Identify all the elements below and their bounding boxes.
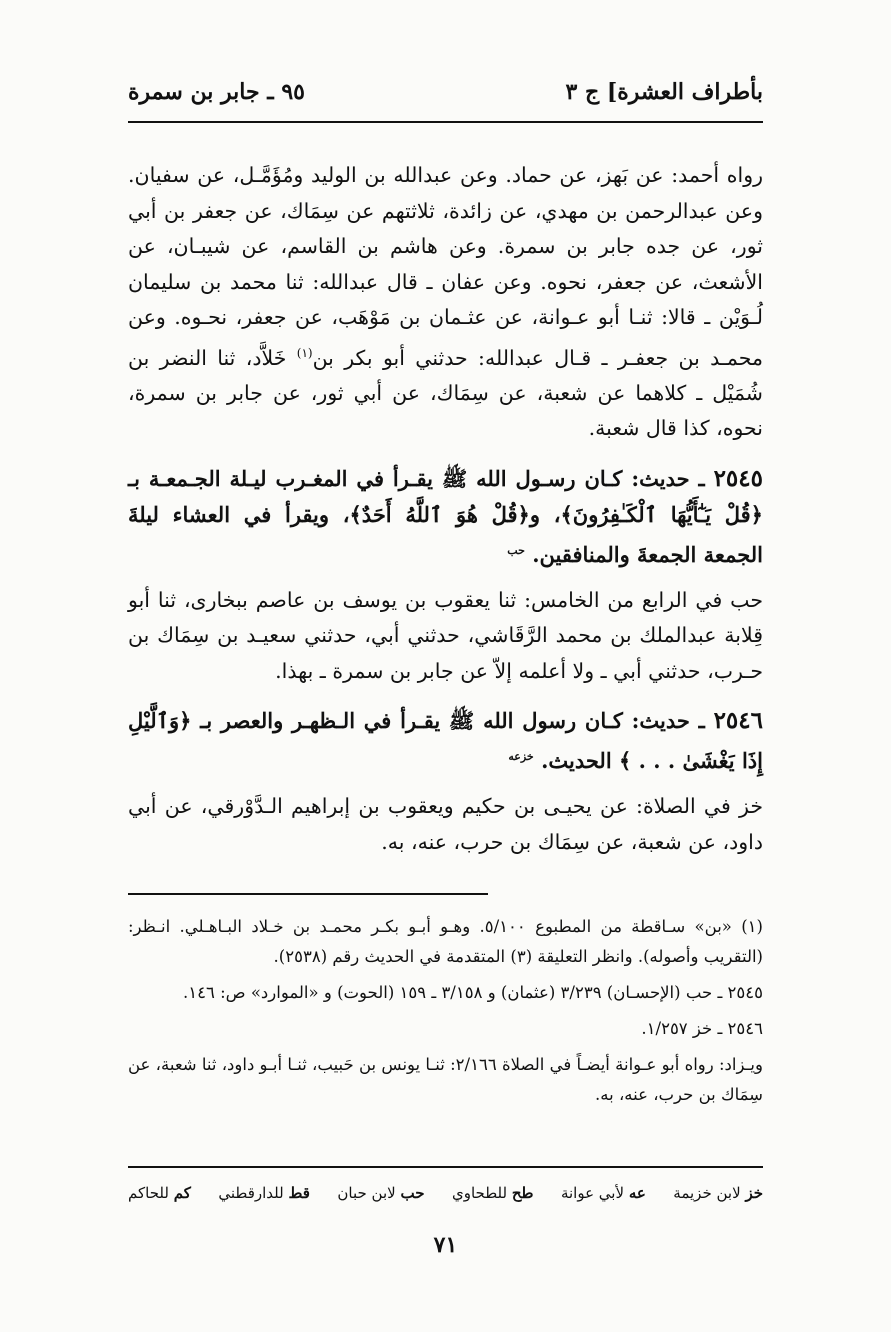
footnote-2545: ٢٥٤٥ ـ حب (الإحسـان) ٣/٢٣٩ (عثمان) و ٣/١٥٨ ـ ١٥٩ (الحوت) و «الموارد» ص: ١٤٦.	[183, 983, 763, 1002]
abbr-item: طح للطحاوي	[451, 1184, 534, 1202]
footnote-rule	[128, 893, 488, 895]
abbr-item: قط للدارقطني	[218, 1184, 310, 1202]
abbr-item: خز لابن خزيمة	[673, 1184, 763, 1202]
paragraph-ahmad-text-end: خَلاَّد، ثنا النضر بن شُمَيْل ـ كلاهما عن شعبة، عن سِمَاك، عن أبي ثور، عن جابر بن سمرة، نحوه، كذا قال شعبة.	[128, 345, 763, 441]
footnote-2546: ٢٥٤٦ ـ خز ١/٢٥٧.	[641, 1019, 763, 1038]
paragraph-ibn-khuzayma: خز في الصلاة: عن يحيـى بن حكيم ويعقوب بن إبراهيم الـدَّوْرقي، عن أبي داود، عن شعبة، عن سِمَاك بن حرب، عنه، به.	[128, 794, 763, 854]
hadith-number: ٢٥٤٦	[713, 707, 763, 735]
hadith-text: ـ حديث: كـان رسـول الله ﷺ يقـرأ في المغـرب ليـلة الجـمعـة بـ ﴿قُلْ يَـٰٓأَيُّهَا ٱلْكَـٰفِرُونَ﴾، و﴿قُلْ هُوَ ٱللَّهُ أَحَدٌ﴾، ويقرأ في العشاء ليلةَ الجمعة الجمعةَ والمنافقين.	[128, 465, 763, 567]
abbr-item: كم للحاكم	[128, 1184, 191, 1202]
header-volume-title: بأطراف العشرة] ج ٣	[565, 79, 763, 105]
source-mark: خزعه	[508, 750, 534, 764]
hadith-number: ٢٥٤٥	[713, 464, 763, 492]
abbr-item: حب لابن حبان	[337, 1184, 425, 1202]
abbr-item: عه لأبي عوانة	[560, 1184, 646, 1202]
abbreviations-legend	[128, 1184, 763, 1202]
hadith-2545	[128, 461, 763, 573]
header-chapter-title: ٩٥ ـ جابر بن سمرة	[128, 79, 305, 105]
hadith-2546	[128, 703, 763, 779]
running-header	[128, 70, 763, 114]
paragraph-ibn-hibban: حب في الرابع من الخامس: ثنا يعقوب بن يوسف بن عاصم ببخارى، ثنا أبو قِلابة عبدالملك بن محمد الرَّقَاشي، حدثني أبي، حدثني سعيـد بن سِمَاك بن حـرب، حدثني أبي ـ ولا أعلمه إلاّ عن جابر بن سمرة ـ بهذا.	[128, 587, 763, 683]
source-mark: حب	[507, 543, 525, 557]
footnotes	[128, 912, 763, 1116]
hadith-text: ـ حديث: كـان رسول الله ﷺ يقـرأ في الـظهـر والعصر بـ ﴿وَٱلَّيْلِ إِذَا يَغْشَىٰ . . . ﴾ الحديث.	[128, 708, 763, 774]
footnote-ref[interactable]: (١)	[296, 345, 313, 360]
paragraph-ahmad	[128, 158, 763, 447]
paragraph-ahmad-text: رواه أحمد: عن بَهز، عن حماد. وعن عبدالله بن الوليد ومُؤَمَّـل، عن سفيان. وعن عبدالرحمن بن مهدي، عن زائدة، ثلاثتهم عن سِمَاك، عن جعفر بن أبي ثور، عن جده جابر بن سمرة. وعن هاشم بن القاسم، عن شيبـان، عن الأشعث، عن جعفر، نحوه. وعن عفان ـ قال عبدالله: ثنا محمد بن سليمان لُـوَيْن ـ قالا: ثنـا أبو عـوانة، عن عثـمان بن مَوْهَب، عن جعفر، نحـوه. وعن محمـد بن جعفـر ـ قـال عبدالله: حدثني أبو بكر بن	[128, 163, 763, 370]
header-rule	[128, 121, 763, 123]
page-number: ٧١	[433, 1232, 458, 1258]
footnote-1: (١) «بن» سـاقطة من المطبوع ٥/١٠٠. وهـو أبـو بكـر محمـد بن خـلاد البـاهـلي. انـظر: (التقريب وأصوله). وانظر التعليقة (٣) المتقدمة في الحديث رقم (٢٥٣٨).	[128, 917, 763, 966]
footnote-addition: ويـزاد: رواه أبو عـوانة أيضـاً في الصلاة ٢/١٦٦: ثنـا يونس بن حَبيب، ثنـا أبـو داود، ثنا شعبة، عن سِمَاك بن حرب، عنه، به.	[128, 1055, 763, 1104]
main-text	[128, 158, 763, 874]
abbreviations-rule	[128, 1166, 763, 1168]
